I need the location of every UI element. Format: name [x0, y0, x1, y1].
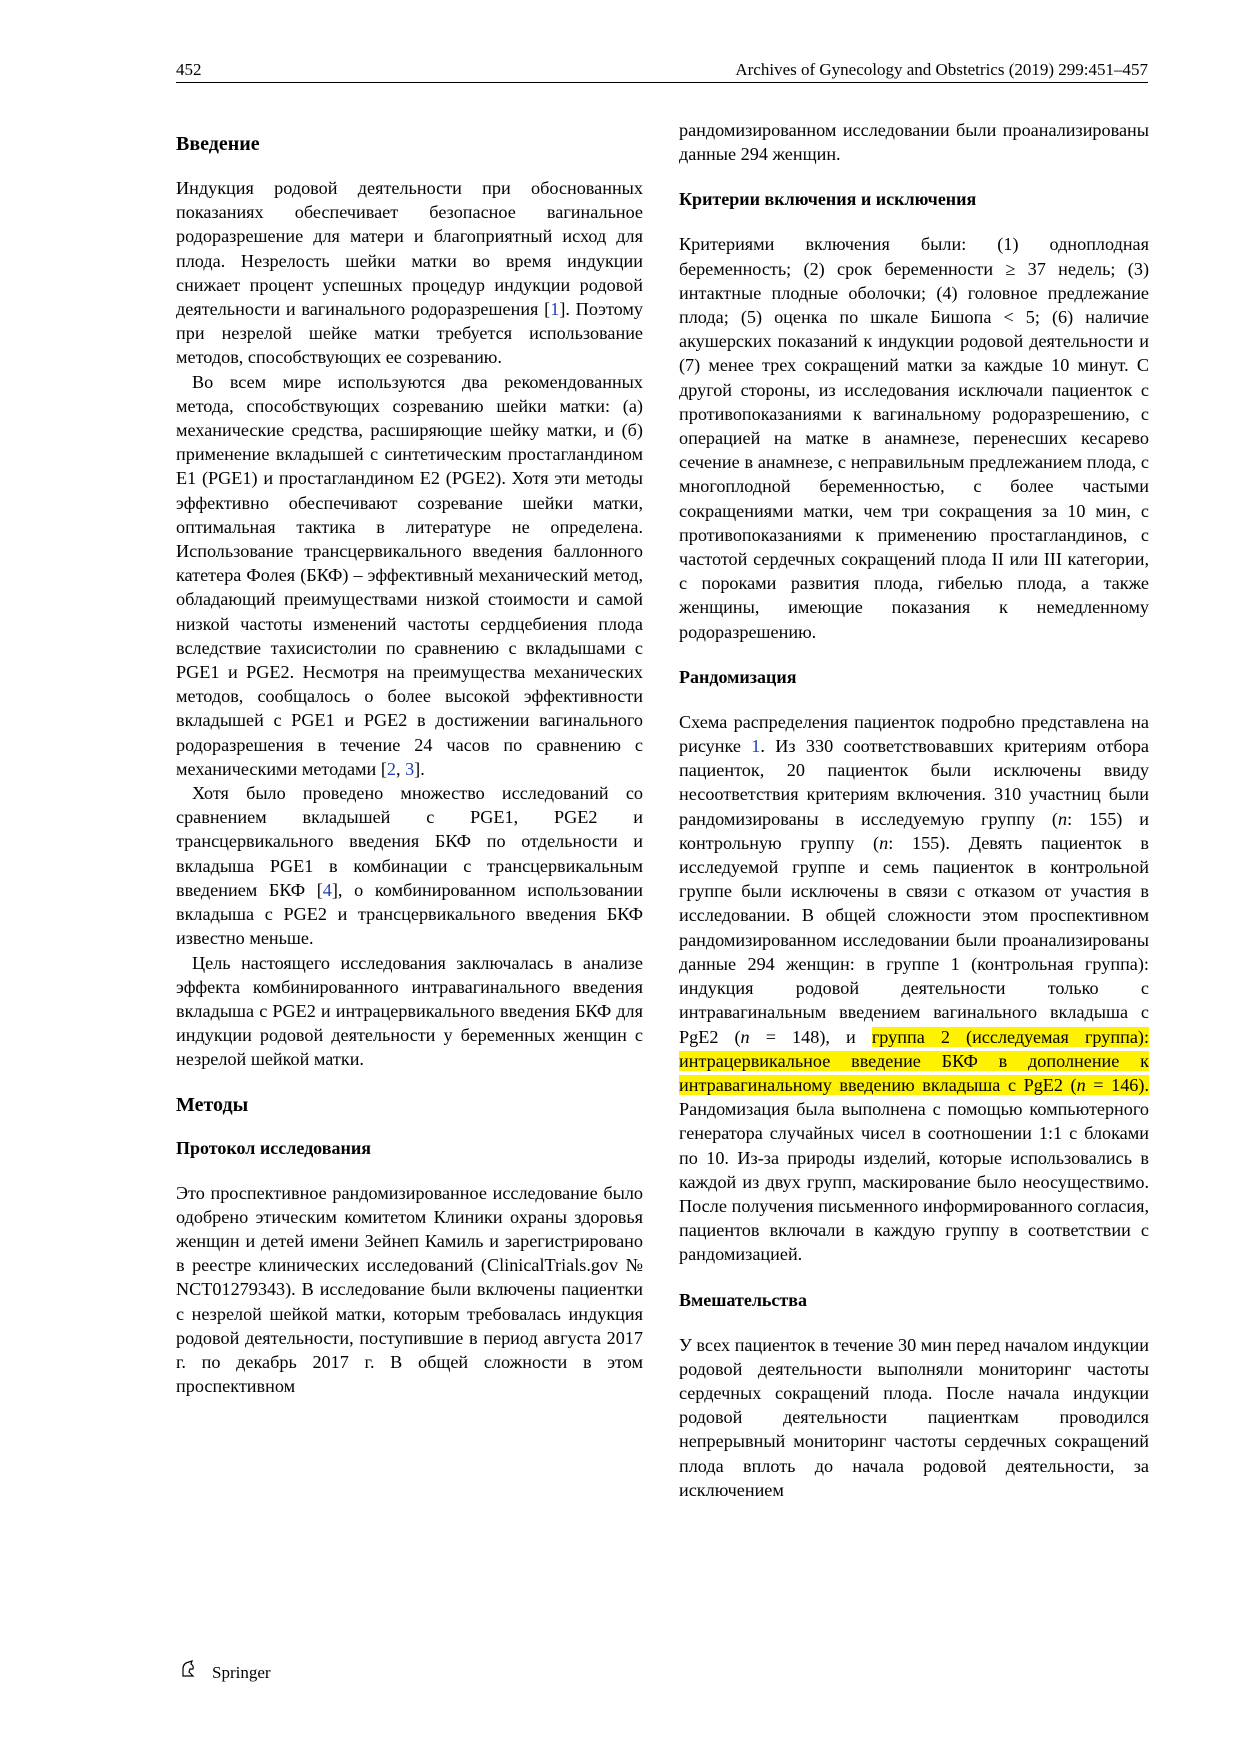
page-footer: [180, 1660, 271, 1683]
randomization-paragraph: Схема распределения пациенток подробно представлена на рисунке 1. Из 330 соответствовавших критериям отбора пациенток, 20 пациенток были исключены ввиду несоответствия критериям включения. 310 участниц были рандомизированы в исследуемую группу (n: 155) и контрольную группу (n: 155). Девять пациенток в исследуемой группе и семь пациенток в контрольной группе были исключены в связи с отказом от участия в исследовании. В общей сложности этом проспективном рандомизированном исследовании были проанализированы данные 294 женщин: в группе 1 (контрольная группа): индукция родовой деятельности только с интравагинальным введением вагинального вкладыша с PgE2 (n = 148), и группа 2 (исследуемая группа): интрацервикальное введение БКФ в дополнение к интравагинальному введению вкладыша с PgE2 (n = 146). Рандомизация была выполнена с помощью компьютерного генератора случайных чисел в соотношении 1:1 с блоками по 10. Из-за природы изделий, которые использовались в каждой из двух групп, маскирование было неосуществимо. После получения письменного информированного согласия, пациентов включали в каждую группу в соответствии с рандомизацией.: [679, 711, 1149, 1265]
citation-link-1[interactable]: 1: [550, 299, 560, 320]
criteria-heading: Критерии включения и исключения: [679, 189, 977, 210]
citation-link-4[interactable]: 4: [322, 879, 332, 900]
intro-paragraph-2: Во всем мире используются два рекомендованных метода, способствующих созреванию шейки матки: (а) механические средства, расширяющие шейку матки, и (б) применение вкладышей с синтетическим простагландином E1 (PGE1) и простагландином E2 (PGE2). Хотя эти методы эффективно обеспечивают созревание шейки матки, оптимальная тактика в литературе не определена. Использование трансцервикального введения баллонного катетера Фолея (БКФ) – эффективный механический метод, обладающий преимуществами низкой стоимости и самой низкой частоты изменений частоты сердцебиения плода вследствие тахисистолии по сравнению с вкладышами с PGE1 и PGE2. Несмотря на преимущества механических методов, сообщалось о более высокой эффективности вкладышей с PGE1 и PGE2 в достижении вагинального родоразрешения в течение 24 часов по сравнению с механическими методами [2, 3].: [176, 371, 643, 779]
right-column: [679, 118, 1149, 1502]
journal-citation: Archives of Gynecology and Obstetrics (2019) 299:451–457: [735, 60, 1148, 79]
citation-link-2[interactable]: 2: [386, 758, 396, 779]
intro-paragraph-4: Цель настоящего исследования заключалась в анализе эффекта комбинированного интравагинального введения вкладыша с PGE2 и интрацервикального введения БКФ для индукции родовой деятельности у беременных женщин с незрелой шейкой матки.: [176, 952, 643, 1070]
protocol-heading: Протокол исследования: [176, 1137, 371, 1158]
springer-horse-icon: [180, 1660, 198, 1683]
page-number: 452: [176, 60, 202, 79]
citation-link-3[interactable]: 3: [405, 758, 415, 779]
continued-paragraph: рандомизированном исследовании были проанализированы данные 294 женщин.: [679, 120, 1149, 165]
interventions-paragraph: У всех пациенток в течение 30 мин перед началом индукции родовой деятельности выполняли мониторинг частоты сердечных сокращений плода. После начала индукции родовой деятельности пациенткам проводился непрерывный мониторинг частоты сердечных сокращений плода вплоть до начала родовой деятельности, за исключением: [679, 1334, 1149, 1500]
intro-paragraph-3: Хотя было проведено множество исследований со сравнением вкладышей с PGE1, PGE2 и трансцервикального введения БКФ по отдельности и вкладыша PGE1 в комбинации с трансцервикальным введением БКФ [4], о комбинированном использовании вкладыша с PGE2 и трансцервикального введения БКФ известно меньше.: [176, 783, 643, 949]
figure-link-1[interactable]: 1: [751, 736, 761, 757]
left-column: [176, 118, 643, 1398]
running-header: [176, 58, 1148, 83]
introduction-heading: Введение: [176, 133, 260, 155]
methods-heading: Методы: [176, 1093, 249, 1116]
randomization-heading: Рандомизация: [679, 666, 797, 687]
interventions-heading: Вмешательства: [679, 1289, 807, 1310]
highlighted-text: группа 2 (исследуемая группа): интрацервикальное введение БКФ в дополнение к интравагинальному введению вкладыша с PgE2 (n = 146).: [679, 1026, 1149, 1095]
publisher-name: Springer: [212, 1663, 271, 1682]
criteria-paragraph: Критериями включения были: (1) одноплодная беременность; (2) срок беременности ≥ 37 недель; (3) интактные плодные оболочки; (4) головное предлежание плода; (5) оценка по шкале Бишопа < 5; (6) наличие акушерских показаний к индукции родовой деятельности и (7) менее трех сокращений матки за каждые 10 минут. С другой стороны, из исследования исключали пациенток с противопоказаниями к вагинальному родоразрешению, с операцией на матке в анамнезе, перенесших кесарево сечение в анамнезе, с неправильным предлежанием плода, с многоплодной беременностью, с более частыми сокращениями матки, чем три сокращения за 10 мин, с противопоказаниями к применению простагландинов, с частотой сердечных сокращений плода II или III категории, с пороками развития плода, гибелью плода, а также женщины, имеющие показания к немедленному родоразрешению.: [679, 234, 1149, 642]
intro-paragraph-1: Индукция родовой деятельности при обоснованных показаниях обеспечивает безопасное вагинальное родоразрешение для матери и благоприятный исход для плода. Незрелость шейки матки во время индукции снижает процент успешных процедур индукции родовой деятельности и вагинального родоразрешения [1]. Поэтому при незрелой шейке матки требуется использование методов, способствующих ее созреванию.: [176, 178, 643, 368]
protocol-paragraph: Это проспективное рандомизированное исследование было одобрено этическим комитетом Клиники охраны здоровья женщин и детей имени Зейнеп Камиль и зарегистрировано в реестре клинических исследований (ClinicalTrials.gov № NCT01279343). В исследование были включены пациентки с незрелой шейкой матки, которым требовалась индукция родовой деятельности, поступившие в период августа 2017 г. по декабрь 2017 г. В общей сложности в этом проспективном: [176, 1182, 643, 1397]
